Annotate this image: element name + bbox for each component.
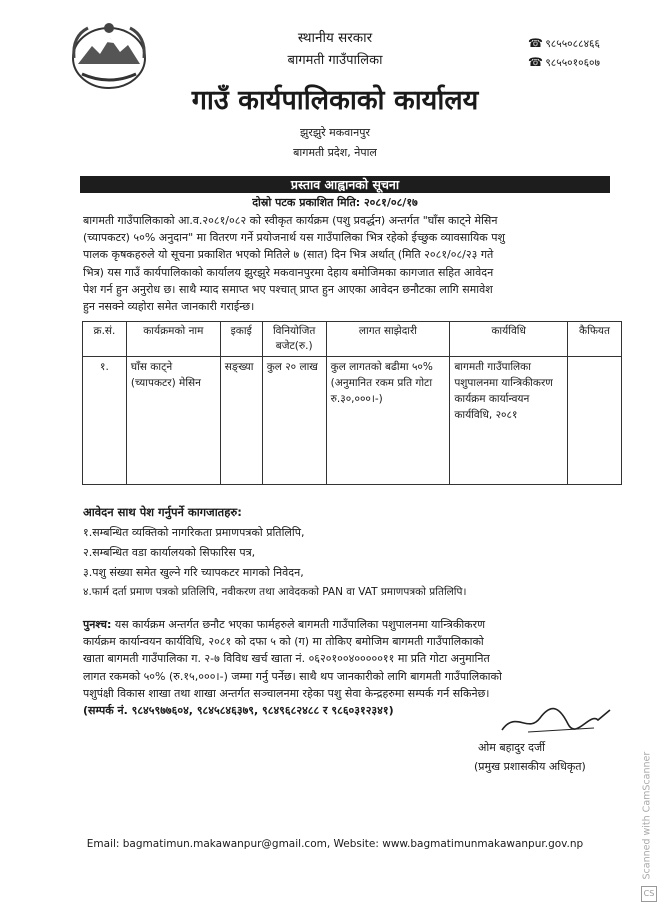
body-line: बागमती गाउँपालिकाको आ.व.२०८१/०८२ को स्वीकृत कार्यक्रम (पशु प्रवर्द्धन) अन्तर्गत "घाँस काट्ने मेसिन (83, 214, 498, 227)
note-line (83, 616, 613, 633)
documents-title: आवेदन साथ पेश गर्नुपर्ने कागजातहरु: (83, 505, 242, 519)
body-line: पेश गर्न हुन अनुरोध छ। साथै म्याद समाप्त भए पश्चात् प्राप्त हुन आएका आवेदन छनौटका लागि समावेश (83, 282, 493, 296)
table-row (83, 357, 622, 485)
header-program-name: कार्यक्रमको नाम (126, 322, 220, 357)
phone-number-2: ९८५५०१०६०७ (545, 57, 600, 69)
cell-procedure: बागमती गाउँपालिका पशुपालनमा यान्त्रिकीकरण कार्यक्रम कार्यान्वयन कार्यविधि, २०८१ (450, 357, 568, 485)
cell-remarks (568, 357, 622, 485)
phone-1 (528, 36, 600, 51)
signatory-name: ओम बहादुर दर्जी (478, 741, 545, 754)
header-serial: क्र.सं. (83, 322, 127, 357)
phone-number-1: ९८५५०८८४६६ (545, 38, 600, 50)
telephone-icon: ☎ (528, 36, 543, 50)
header-line-4: झुरझुरे मकवानपुर (300, 126, 370, 139)
cell-budget: कुल २० लाख (262, 357, 326, 485)
note-line-text: यस कार्यक्रम अन्तर्गत छनौट भएका फार्महरुले बागमती गाउँपालिका पशुपालनमा यान्त्रिकीकरण (114, 618, 486, 631)
cell-unit: सङ्ख्या (220, 357, 262, 485)
header-cost-sharing: लागत साझेदारी (326, 322, 450, 357)
document-item: ४.फार्म दर्ता प्रमाण पत्रको प्रतिलिपि, नवीकरण तथा आवेदकको PAN वा VAT प्रमाणपत्रको प्रतिलिपि। (83, 586, 467, 598)
program-table (82, 321, 622, 485)
body-line: हुन नसक्ने व्यहोरा समेत जानकारी गराईन्छ। (83, 300, 255, 314)
document-item: २.सम्बन्धित वडा कार्यालयको सिफारिस पत्र, (83, 546, 256, 559)
office-title: गाउँ कार्यपालिकाको कार्यालय (191, 85, 479, 116)
footer-contact: Email: bagmatimun.makawanpur@gmail.com, Website: www.bagmatimunmakawanpur.gov.np (86, 838, 584, 850)
document-item: १.सम्बन्धित व्यक्तिको नागरिकता प्रमाणपत्रको प्रतिलिपि, (83, 526, 305, 539)
signatory-role: (प्रमुख प्रशासकीय अधिकृत) (474, 760, 586, 773)
phone-2 (528, 55, 600, 70)
cell-serial: १. (83, 357, 127, 485)
note-line: कार्यक्रम कार्यान्वयन कार्यविधि, २०८१ को दफा ५ को (ग) मा तोकिए बमोजिम बागमती गाउँपालिकाको (83, 635, 484, 649)
published-date: दोस्रो पटक प्रकाशित मिति: २०८१/०८/१७ (252, 196, 418, 209)
body-line: भित्र) यस गाउँ कार्यपालिकाको कार्यालय झुरझुरे मकवानपुरमा देहाय बमोजिमका कागजात सहित आवेदन (83, 265, 494, 279)
header-line-1: स्थानीय सरकार (297, 30, 373, 46)
header-remarks: कैफियत (568, 322, 622, 357)
notice-body (83, 212, 613, 315)
camscanner-logo-icon: CS (641, 886, 657, 902)
header-budget: विनियोजित बजेट(रु.) (262, 322, 326, 357)
notice-title-banner: प्रस्ताव आह्वानको सूचना (80, 176, 610, 193)
contact-numbers: (सम्पर्क नं. ९८४५९७७६०४, ९८४५८४६३७९, ९८४९६८२४८८ र ९८६०३१२३४१) (83, 704, 394, 718)
scanner-watermark (637, 740, 659, 910)
note-line: लागत रकमको ५०% (रु.१५,०००।-) जम्मा गर्नु पर्नेछ। साथै थप जानकारीको लागि बागमती गाउँपालिकाको (83, 669, 502, 683)
header-procedure: कार्यविधि (450, 322, 568, 357)
signature-scribble (498, 704, 618, 738)
header-line-2: बागमती गाउँपालिका (287, 53, 383, 68)
cell-program-name: घाँस काट्ने (च्यापकटर) मेसिन (126, 357, 220, 485)
watermark-text: Scanned with CamScanner (641, 751, 653, 880)
header-line-5: बागमती प्रदेश, नेपाल (293, 146, 377, 159)
header-unit: इकाई (220, 322, 262, 357)
telephone-icon: ☎ (528, 55, 543, 69)
cell-cost-sharing: कुल लागतको बढीमा ५०% (अनुमानित रकम प्रति गोटा रु.३०,०००।-) (326, 357, 450, 485)
note-label: पुनश्च: (83, 618, 112, 631)
note-line: पशुपंक्षी विकास शाखा तथा शाखा अन्तर्गत सञ्चालनमा रहेका पशु सेवा केन्द्रहरुमा सम्पर्क गर्न सकिनेछ। (83, 686, 490, 700)
body-line: (च्यापकटर) ५०% अनुदान" मा वितरण गर्ने प्रयोजनार्थ यस गाउँपालिका भित्र रहेको ईच्छुक व्यावसायिक पशु (83, 231, 505, 245)
table-header-row (83, 322, 622, 357)
document-item: ३.पशु संख्या समेत खुल्ने गरि च्यापकटर मागको निवेदन, (83, 566, 304, 579)
note-line: खाता बागमती गाउँपालिका ग. २-७ विविध खर्च खाता नं. ०६२०१००४०००००११ मा प्रति गोटा अनुमानित (83, 652, 490, 666)
body-line: पालक कृषकहरुले यो सूचना प्रकाशित भएको मितिले ७ (सात) दिन भित्र अर्थात् (मिति २०८१/०८/२३ गते (83, 248, 494, 262)
